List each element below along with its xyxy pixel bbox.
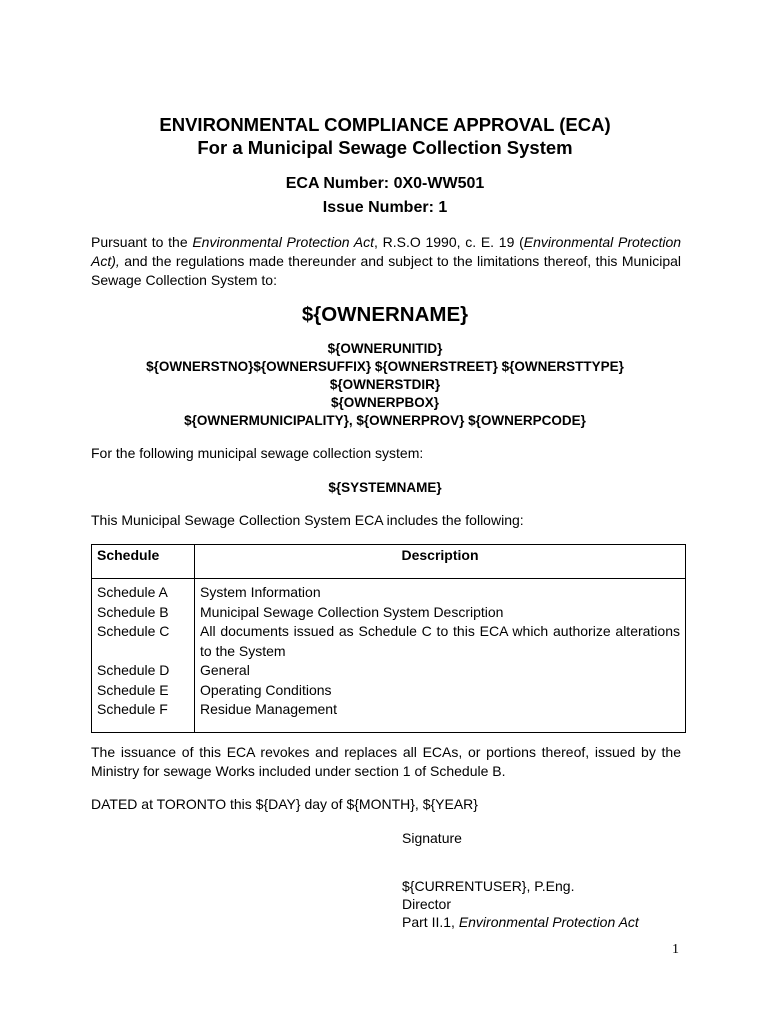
description-column: System Information Municipal Sewage Collection System Description All documents issued as Schedule C to this ECA which authorize alterations to the System General Operating Conditions Residue Management <box>195 579 686 733</box>
act-name-short: Environmental Protection Act), <box>91 234 682 269</box>
includes-text: This Municipal Sewage Collection System ECA includes the following: <box>91 512 524 528</box>
system-lead: For the following municipal sewage collection system: <box>91 445 424 461</box>
document-subtitle: For a Municipal Sewage Collection System <box>197 137 573 158</box>
header-schedule: Schedule <box>92 545 195 579</box>
issue-number: Issue Number: 1 <box>322 199 448 216</box>
dated-line: DATED at TORONTO this ${DAY} day of ${MONTH}, ${YEAR} <box>91 796 478 812</box>
owner-address-line: ${OWNERPBOX} <box>330 395 440 410</box>
owner-address-line: ${OWNERMUNICIPALITY}, ${OWNERPROV} ${OWNERPCODE} <box>184 413 586 428</box>
owner-address-line: ${OWNERUNITID} <box>327 341 443 356</box>
signatory-authority: Part II.1, Environmental Protection Act <box>402 914 639 930</box>
schedule-table <box>91 544 686 733</box>
signatory-name: ${CURRENTUSER}, P.Eng. <box>402 878 575 894</box>
document-title: ENVIRONMENTAL COMPLIANCE APPROVAL (ECA) <box>159 114 611 135</box>
act-name: Environmental Protection Act <box>192 234 375 250</box>
schedule-column: Schedule A Schedule B Schedule C Schedule D Schedule E Schedule F <box>92 579 195 733</box>
intro-paragraph: Pursuant to the Environmental Protection Act, R.S.O 1990, c. E. 19 (Environmental Protection Act), and the regulations made thereunder and subject to the limitations thereof, this Municipal Sewage Collection System to: <box>91 234 682 288</box>
signatory-role: Director <box>402 896 452 912</box>
owner-address-line: ${OWNERSTNO}${OWNERSUFFIX} ${OWNERSTREET} ${OWNERSTTYPE} <box>146 359 624 374</box>
owner-address-line: ${OWNERSTDIR} <box>329 377 441 392</box>
signature-label: Signature <box>402 830 462 846</box>
revokes-paragraph: The issuance of this ECA revokes and replaces all ECAs, or portions thereof, issued by the Ministry for sewage Works included under section 1 of Schedule B. <box>91 744 681 779</box>
table-row <box>92 579 686 733</box>
header-description: Description <box>195 545 686 579</box>
owner-name: ${OWNERNAME} <box>301 303 469 326</box>
page-number: 1 <box>672 942 679 957</box>
table-header-row <box>92 545 686 579</box>
system-name: ${SYSTEMNAME} <box>328 480 442 495</box>
eca-number: ECA Number: 0X0-WW501 <box>285 175 485 192</box>
